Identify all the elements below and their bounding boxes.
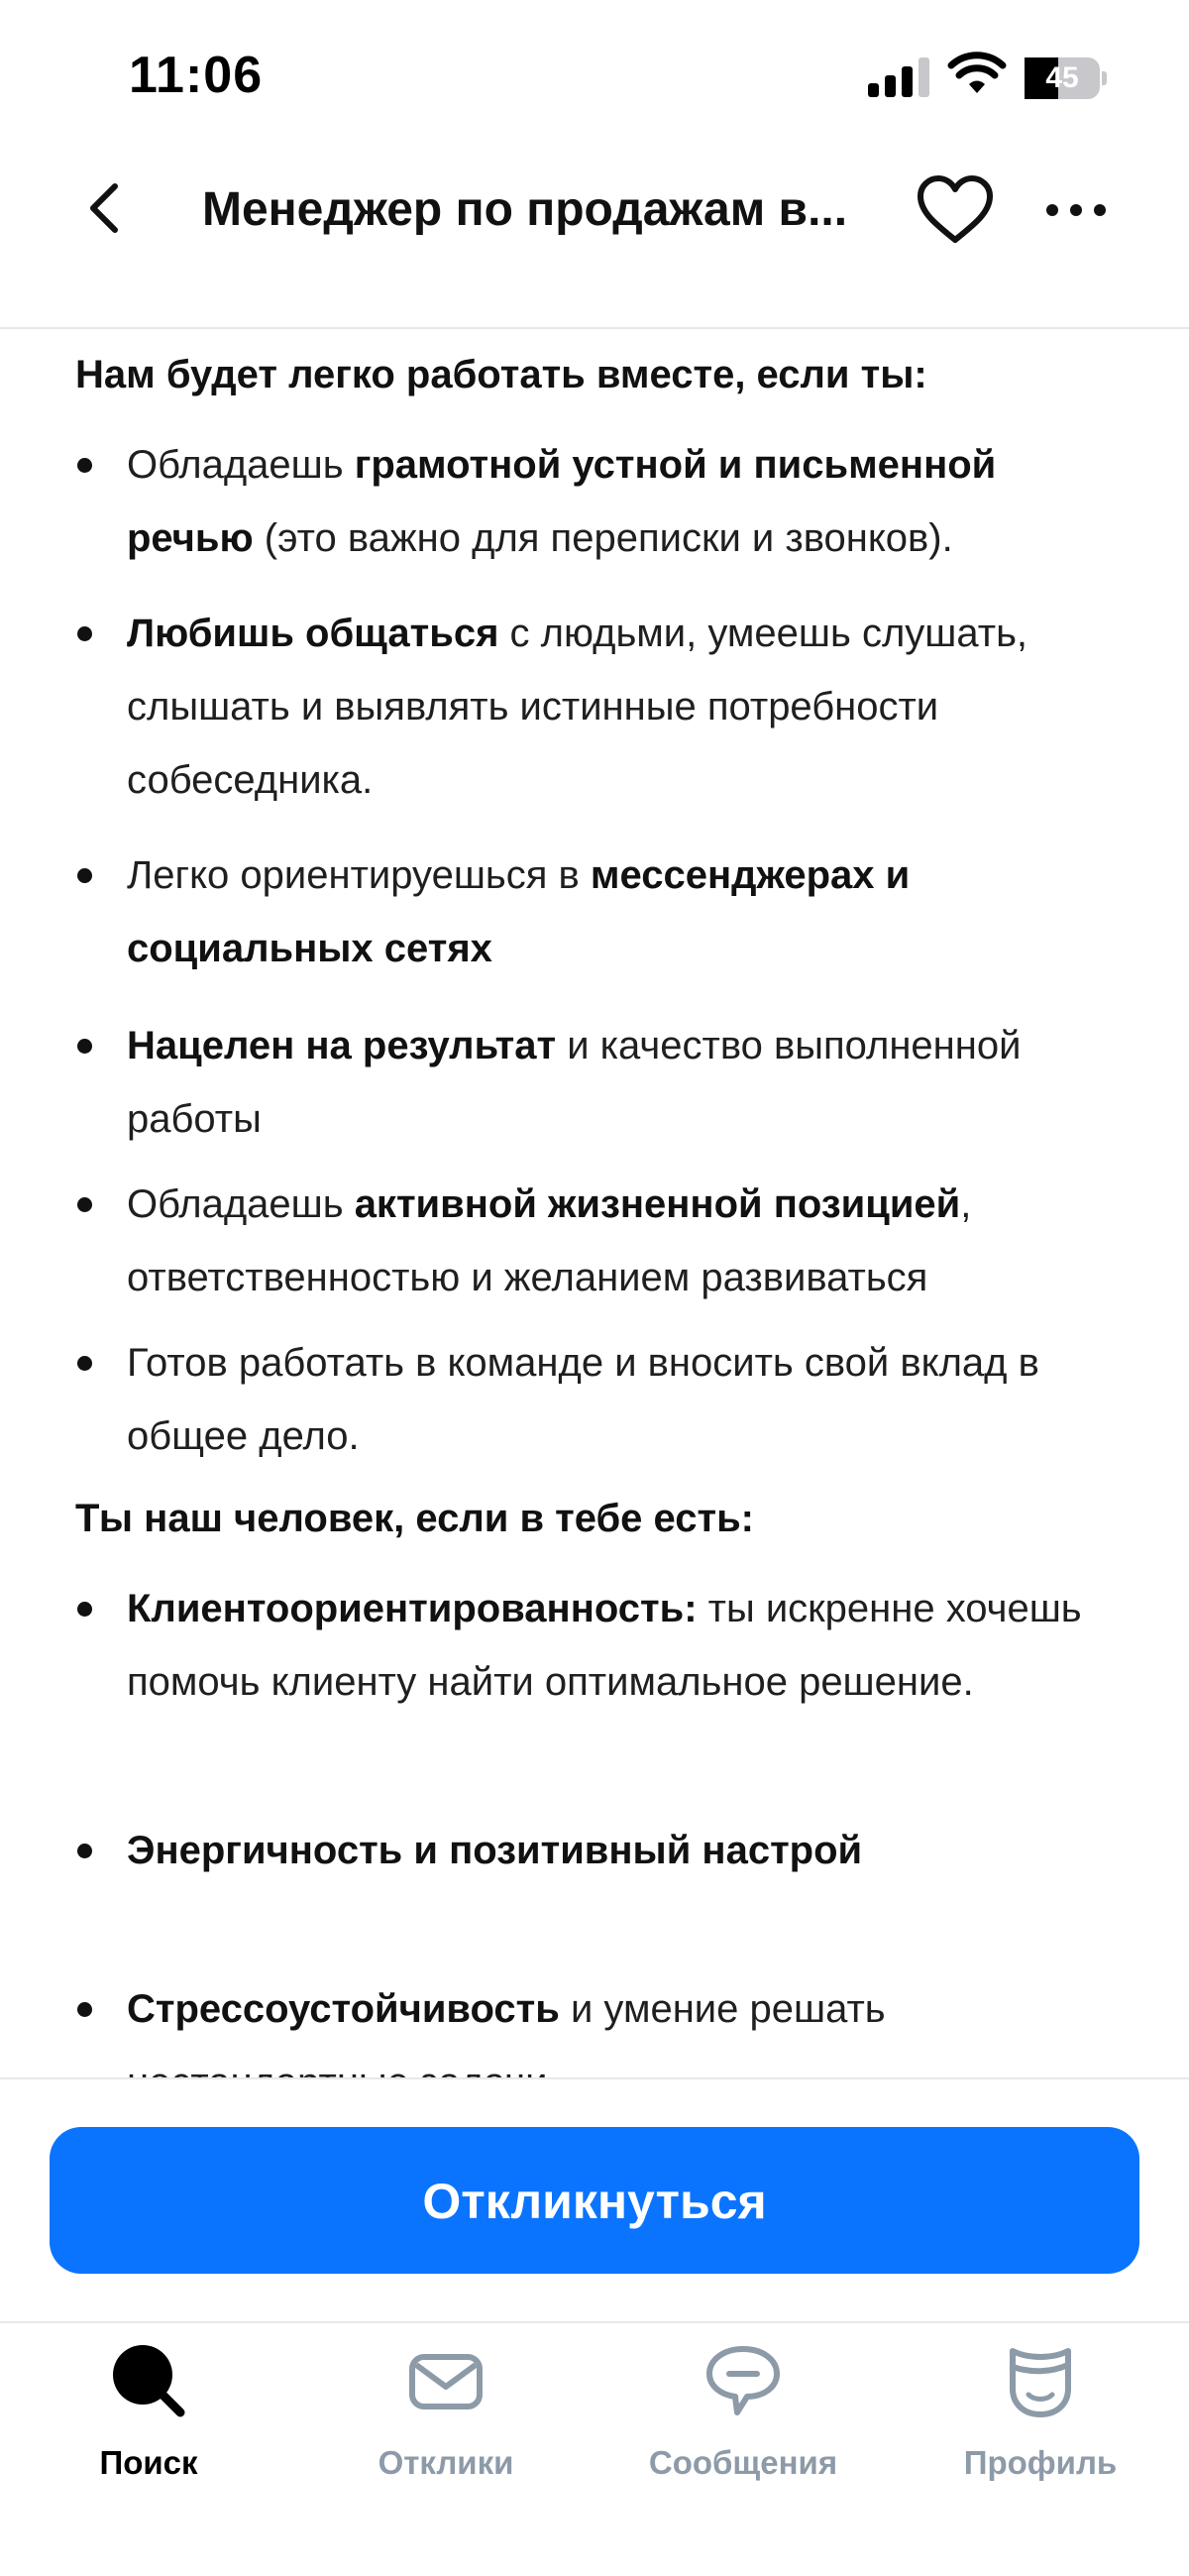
list-item-text: Нацелен на результат и качество выполненной работы: [127, 1024, 1022, 1141]
section-title-qualities: Ты наш человек, если в тебе есть:: [75, 1497, 754, 1540]
bullet-dot: [77, 2002, 92, 2017]
bullet-dot: [77, 1039, 92, 1054]
cellular-signal-icon: [868, 57, 929, 97]
tab-responses[interactable]: [297, 2341, 594, 2520]
list-item-text: Обладаешь грамотной устной и письменной речью (это важно для переписки и звонков).: [127, 443, 997, 560]
vacancy-description[interactable]: [0, 329, 1189, 2077]
tab-label: Поиск: [99, 2444, 198, 2481]
list-item-text: Стрессоустойчивость и умение решать: [127, 1987, 886, 2031]
page-title: Менеджер по продажам в...: [202, 183, 848, 236]
list-item-text: Легко ориентируешься в мессенджерах и социальных сетях: [127, 853, 911, 970]
bullet-dot: [77, 458, 92, 473]
list-item-text: Энергичность и позитивный настрой: [127, 1829, 863, 1872]
tab-bar: [0, 2321, 1189, 2576]
list-item: [75, 1814, 1126, 1887]
battery-percent: 45: [1045, 61, 1079, 94]
envelope-icon: [406, 2341, 486, 2420]
section-title-requirements: Нам будет легко работать вместе, если ты:: [75, 353, 927, 396]
bullet-dot: [77, 1844, 92, 1858]
favorite-heart-icon[interactable]: [916, 174, 995, 246]
battery-icon: [1025, 57, 1108, 99]
action-area: [0, 2077, 1189, 2323]
tab-search[interactable]: [0, 2341, 297, 2520]
list-item-text: Готов работать в команде и вносить свой вклад в общее дело.: [127, 1341, 1039, 1458]
status-bar: [0, 0, 1189, 149]
tab-messages[interactable]: [594, 2341, 892, 2520]
list-item: [75, 1572, 1126, 1719]
search-icon: [109, 2341, 188, 2420]
bullet-dot: [77, 1602, 92, 1617]
list-item-text: Обладаешь активной жизненной позицией, ответственностью и желанием развиваться: [127, 1182, 972, 1299]
bullet-dot: [77, 868, 92, 883]
more-options-icon[interactable]: [1044, 190, 1108, 230]
list-item-text: Клиентоориентированность: ты искренне хочешь помочь клиенту найти оптимальное решение.: [127, 1587, 1082, 1704]
tab-label: Сообщения: [648, 2444, 838, 2481]
tab-label: Отклики: [378, 2444, 514, 2481]
tab-profile[interactable]: [892, 2341, 1189, 2520]
list-item: [75, 1009, 1126, 1156]
list-item: [75, 1326, 1126, 1473]
list-item: [75, 597, 1126, 817]
bullet-dot: [77, 1356, 92, 1371]
list-item: [75, 1168, 1126, 1314]
list-item-text: Любишь общаться с людьми, умеешь слушать, слышать и выявлять истинные потребности собеседника.: [127, 612, 1028, 802]
bullet-dot: [77, 626, 92, 641]
list-item: [75, 839, 1126, 985]
respond-button[interactable]: Откликнуться: [50, 2127, 1139, 2274]
profile-face-icon: [1001, 2341, 1080, 2420]
status-time: 11:06: [129, 47, 264, 104]
wifi-icon: [949, 54, 1005, 97]
back-button[interactable]: [75, 178, 135, 238]
list-item: [75, 428, 1126, 575]
chat-bubble-icon: [703, 2341, 783, 2420]
bullet-dot: [77, 1197, 92, 1212]
tab-label: Профиль: [963, 2444, 1118, 2481]
header: [0, 149, 1189, 329]
